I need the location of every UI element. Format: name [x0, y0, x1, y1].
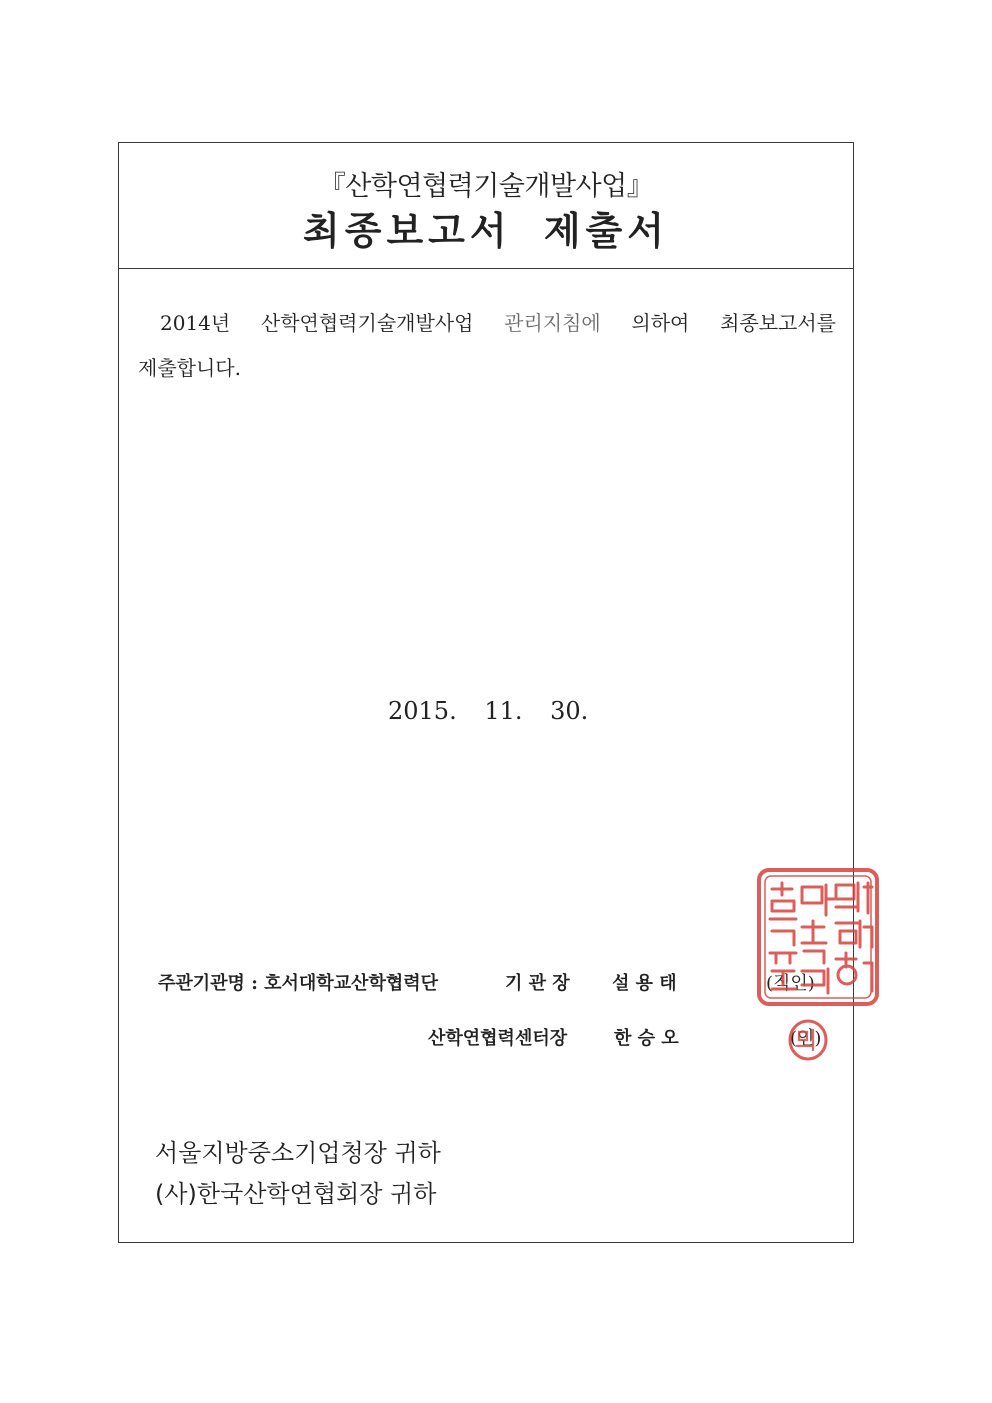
body-text-line-2: 제출합니다.	[138, 356, 241, 380]
head-name: 설 용 태	[612, 973, 677, 994]
official-seal-label: (직인)	[766, 973, 815, 994]
document-title-program: 『산학연협력기술개발사업』	[318, 171, 654, 202]
body-word: 산학연협력기술개발사업	[260, 311, 474, 335]
center-director-title: 산학연협력센터장	[428, 1028, 568, 1049]
personal-seal-label: (인)	[790, 1028, 822, 1049]
body-word: 2014년	[160, 311, 231, 335]
body-text-line-1	[160, 307, 836, 336]
body-word: 관리지침에	[504, 311, 601, 335]
submission-date: 2015. 11. 30.	[388, 697, 589, 725]
document-title: 최종보고서 제출서	[303, 209, 669, 253]
center-director-name: 한 승 오	[614, 1028, 679, 1049]
addressee-2: (사)한국산학연협회장 귀하	[155, 1180, 437, 1208]
header-divider	[119, 268, 853, 269]
head-title: 기 관 장	[505, 973, 570, 994]
host-organization-label: 주관기관명 : 호서대학교산학협력단	[158, 973, 438, 994]
personal-seal-icon	[787, 1018, 829, 1062]
body-word: 최종보고서를	[720, 311, 836, 335]
official-seal-icon	[756, 867, 880, 1007]
addressee-1: 서울지방중소기업청장 귀하	[155, 1139, 441, 1167]
body-word: 의하여	[631, 311, 690, 335]
